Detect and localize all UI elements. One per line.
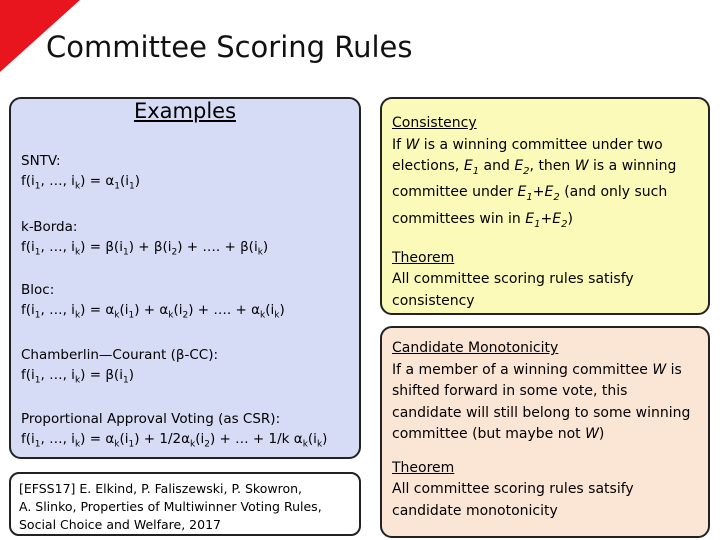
example-chamberlin-courant	[21, 345, 218, 391]
example-name: Chamberlin—Courant (β-CC):	[21, 347, 219, 363]
example-formula: $f(i_1$, …, $i_k) = \beta(i_1) + \beta(i_2)$ + …. + $\beta(i_k)$	[21, 239, 269, 258]
monotonicity-heading: Candidate Monotonicity	[392, 340, 559, 356]
consistency-theorem-text: All committee scoring rules satisfy consistency	[392, 271, 634, 309]
reference-line: [EFSS17] E. Elkind, P. Faliszewski, P. Skowron,	[19, 481, 302, 496]
example-formula: $f(i_1$, …, $i_k) = \beta(i_1)$	[21, 367, 134, 386]
monotonicity-theorem-heading: Theorem	[392, 459, 455, 476]
reference-line: A. Slinko, Properties of Multiwinner Voting Rules,	[19, 499, 322, 514]
consistency-theorem-heading: Theorem	[392, 249, 455, 266]
monotonicity-text: If a member of a winning committee W is shifted forward in some vote, this candidate will still belong to some winning committee (but maybe not W)	[392, 361, 691, 442]
example-name: Proportional Approval Voting (as CSR):	[21, 411, 281, 427]
example-pav	[21, 409, 327, 455]
example-formula: $f(i_1$, …, $i_k) = \alpha_1(i_1)$	[21, 173, 140, 192]
example-formula: $f(i_1$, …, $i_k) = \alpha_k(i_1) + \alpha_k(i_2)$ + …. + $\alpha_k(i_k)$	[21, 302, 285, 321]
example-k-borda	[21, 217, 268, 263]
reference-line: Social Choice and Welfare, 2017	[19, 517, 221, 532]
slide-title: Committee Scoring Rules	[46, 30, 413, 64]
consistency-text: If W is a winning committee under two elections, $E_1$ and $E_2$, then W is a winning committee under $E_1+E_2$ (and only such committees win in $E_1+E_2$)	[392, 136, 677, 230]
examples-box	[9, 97, 361, 459]
examples-heading: Examples	[133, 99, 237, 123]
example-name: SNTV:	[21, 153, 61, 169]
reference-box	[9, 472, 361, 536]
example-name: Bloc:	[21, 282, 55, 298]
monotonicity-theorem-text: All committee scoring rules satsify candidate monotonicity	[392, 481, 634, 519]
example-bloc	[21, 280, 285, 326]
example-sntv	[21, 151, 140, 197]
example-formula: $f(i_1$, …, $i_k) = \alpha_k(i_1) + 1/2\alpha_k(i_2)$ + … + 1/k $\alpha_k(i_k)$	[21, 431, 328, 450]
example-name: k-Borda:	[21, 219, 78, 235]
consistency-heading: Consistency	[392, 115, 477, 131]
monotonicity-box	[380, 326, 710, 538]
consistency-box	[380, 97, 710, 315]
